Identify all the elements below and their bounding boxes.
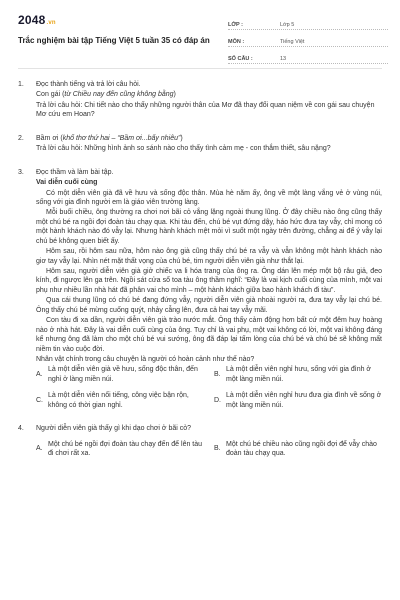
question-number: 2. <box>18 134 24 142</box>
question-prompt: Trả lời câu hỏi: Những hình ảnh so sánh nào cho thấy tình cảm mẹ - con thắm thiết, sâu nặng? <box>36 145 331 153</box>
story-paragraph: Mỗi buổi chiều, ông thường ra chơi nơi bãi cỏ vắng lặng ngoài thung lũng. Ở đây chiều nào ông cũng thấy một chú bé ra ngồi đợi đoàn tàu chạy qua. Khi tàu đến, chú bé vụt đứng dậy, háo hức đưa tay vẫy, chỉ mong có một hành khách nào đó vẫy lại. Nhưng hành khách mệt mỏi vì suốt một ngày trên đường, chẳng ai để ý vẫy lại chú bé không quen biết ấy. <box>36 209 382 245</box>
question-source: Con gái (từ Chiều nay đến cũng không bằng) <box>36 91 176 99</box>
meta-row-class <box>228 16 388 30</box>
option-letter: A. <box>36 445 43 453</box>
story-paragraph: Hôm sau, rồi hôm sau nữa, hôm nào ông già cũng thấy chú bé ra vẫy và vẫn không một hành khách nào giơ tay vẫy lại. Nhìn nét mặt thất vọng của chú bé, tim người diễn viên già như thắt lại. <box>36 248 382 265</box>
meta-label: MÔN : <box>228 38 245 45</box>
meta-value: Lớp 5 <box>280 21 295 28</box>
answer-options <box>36 440 382 459</box>
question-1 <box>18 80 382 120</box>
meta-value: Tiếng Việt <box>280 38 305 45</box>
answer-options <box>36 365 382 410</box>
option-letter: A. <box>36 371 43 379</box>
option-text: Một chú bé chiều nào cũng ngồi đợi để vẫy chào đoàn tàu chạy qua. <box>226 440 377 457</box>
meta-label: LỚP : <box>228 21 243 28</box>
question-source: Bầm ơi (khổ thơ thứ hai – “Bầm ơi...bấy nhiêu”) <box>36 134 183 142</box>
question-prompt: Người diễn viên già thấy gì khi dạo chơi ở bãi cỏ? <box>36 425 192 433</box>
logo-suffix: .vn <box>46 20 56 26</box>
story-title: Vai diễn cuối cùng <box>36 179 98 187</box>
option-letter: B. <box>214 371 221 379</box>
answer-option-d[interactable] <box>214 391 382 410</box>
story-paragraph: Hôm sau, người diễn viên già giở chiếc va li hóa trang của ông ra. Ông dán lên mép một bộ râu giả, đeo kính, đi ngược lên ga trên. Ngồi sát cửa sổ toa tàu ông thầm nghĩ: “Đây là vai kịch cuối cùng của mình, một vai phụ như nhiều lần nhà hát đã phân vai cho mình – một hành khách giữa bao hành khách đi tàu”. <box>36 268 382 294</box>
question-prompt: Trả lời câu hỏi: Chi tiết nào cho thấy những người thân của Mơ đã thay đổi quan niệm về con gái sau chuyện Mơ cứu em Hoan? <box>36 101 375 119</box>
story-paragraph: Có một diễn viên già đã về hưu và sống độc thân. Mùa hè năm ấy, ông về một làng vắng vẻ ở vùng núi, sống với gia đình người em là giáo viên trường làng. <box>36 189 382 206</box>
meta-row-count <box>228 50 388 64</box>
question-prompt: Nhân vật chính trong câu chuyện là người có hoàn cảnh như thế nào? <box>36 355 255 363</box>
meta-table <box>228 16 388 67</box>
question-3 <box>18 168 382 411</box>
question-text: Đọc thầm và làm bài tập. <box>36 168 114 176</box>
story-paragraph: Con tàu đi xa dần, người diễn viên già trào nước mắt. Ông thấy cảm động hơn bất cứ một đêm huy hoàng nào ở nhà hát. Đây là vai diễn cuối cùng của ông. Tuy chỉ là vai phụ, một vai không có lời, một vai không đáng kể nhưng ông đã làm cho một chú bé vui sướng, ông đã đáp lại tấm lòng của chú bé và chú bé sẽ không mất niềm tin vào cuộc đời. <box>36 317 382 353</box>
option-letter: C. <box>36 396 43 404</box>
option-text: Là một diễn viên nổi tiếng, công việc bận rộn, không có thời gian nghỉ. <box>48 392 189 409</box>
meta-value: 13 <box>280 55 287 62</box>
page-title: Trắc nghiệm bài tập Tiếng Việt 5 tuần 35 có đáp án <box>18 36 210 45</box>
question-number: 1. <box>18 81 24 88</box>
option-text: Là một diễn viên nghỉ hưu đưa gia đình về sống ở một làng miền núi. <box>226 392 382 409</box>
option-letter: B. <box>214 445 221 453</box>
option-text: Là một diễn viên nghỉ hưu, sống với gia đình ở một làng miền núi. <box>226 366 372 383</box>
answer-option-b[interactable] <box>214 365 382 384</box>
answer-option-b[interactable] <box>214 440 382 459</box>
option-text: Là một diễn viên già về hưu, sống độc thân, đến nghỉ ở làng miền núi. <box>48 366 198 383</box>
header-divider <box>18 68 382 69</box>
logo-main: 2048 <box>18 13 46 27</box>
site-logo[interactable] <box>18 12 56 28</box>
meta-label: SỐ CÂU : <box>228 55 253 62</box>
option-text: Một chú bé ngồi đợi đoàn tàu chạy đến để lên tàu đi chơi rất xa. <box>48 440 203 457</box>
meta-row-subject <box>228 33 388 47</box>
question-list <box>18 80 382 472</box>
story-paragraph: Qua cái thung lũng có chú bé đang đứng vẫy, người diễn viên già nhoài người ra, đưa tay vẫy lại chú bé. Ông thấy chú bé mừng cuống quýt, nhảy cẫng lên, đưa cả hai tay vẫy mãi. <box>36 297 382 314</box>
answer-option-c[interactable] <box>36 391 204 410</box>
question-4 <box>18 424 382 458</box>
answer-option-a[interactable] <box>36 365 204 384</box>
question-number: 3. <box>18 168 24 176</box>
option-letter: D. <box>214 396 221 404</box>
answer-option-a[interactable] <box>36 440 204 459</box>
question-2 <box>18 134 382 154</box>
question-number: 4. <box>18 425 24 433</box>
question-text: Đọc thành tiếng và trả lời câu hỏi. <box>36 81 141 88</box>
page-header <box>18 8 384 64</box>
